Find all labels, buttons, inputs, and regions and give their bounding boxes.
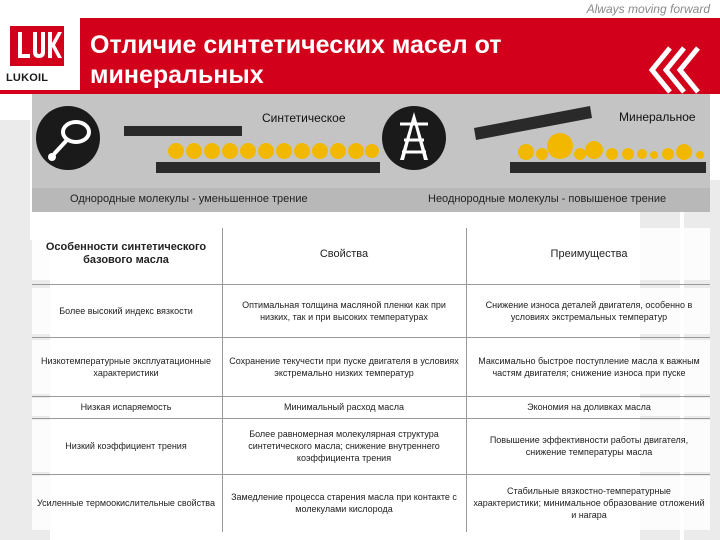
table-column-divider bbox=[222, 228, 223, 532]
property-cell: Оптимальная толщина масляной пленки как при низких, так и при высоких температурах bbox=[224, 288, 464, 334]
table-divider bbox=[32, 337, 710, 338]
synthetic-label: Синтетическое bbox=[262, 111, 346, 125]
table-header-row bbox=[32, 228, 710, 280]
feature-cell: Усиленные термоокислительные свойства bbox=[32, 476, 220, 530]
tagline: Always moving forward bbox=[586, 2, 710, 16]
table-column-divider bbox=[466, 228, 467, 532]
header-properties: Свойства bbox=[224, 228, 464, 280]
lukoil-logo bbox=[0, 0, 80, 90]
logo-text: LUKOIL bbox=[6, 72, 49, 84]
table-row bbox=[32, 398, 710, 416]
chevrons-logo-icon bbox=[646, 46, 706, 94]
property-cell: Минимальный расход масла bbox=[224, 398, 464, 416]
feature-cell: Низкая испаряемость bbox=[32, 398, 220, 416]
mineral-upper-surface bbox=[474, 106, 592, 140]
property-cell: Замедление процесса старения масла при контакте с молекулами кислорода bbox=[224, 476, 464, 530]
table-row bbox=[32, 476, 710, 530]
property-cell: Сохранение текучести при пуске двигателя в условиях экстремально низких температур bbox=[224, 340, 464, 394]
lukoil-emblem-icon bbox=[8, 24, 66, 68]
property-cell: Более равномерная молекулярная структура синтетического масла; снижение внутреннего коэффициента трения bbox=[224, 420, 464, 472]
advantage-cell: Снижение износа деталей двигателя, особенно в условиях экстремальных температур bbox=[468, 288, 710, 334]
table-row bbox=[32, 420, 710, 472]
mineral-caption: Неоднородные молекулы - повышеное трение bbox=[428, 193, 667, 205]
table-row bbox=[32, 340, 710, 394]
advantage-cell: Повышение эффективности работы двигателя, снижение температуры масла bbox=[468, 420, 710, 472]
feature-cell: Низкий коэффициент трения bbox=[32, 420, 220, 472]
synthetic-molecules bbox=[168, 143, 379, 159]
header-advantages: Преимущества bbox=[468, 228, 710, 280]
table-row bbox=[32, 288, 710, 334]
mineral-derrick-icon bbox=[382, 106, 446, 170]
table-divider bbox=[32, 396, 710, 397]
synthetic-flask-icon bbox=[36, 106, 100, 170]
feature-cell: Низкотемпературные эксплуатационные характеристики bbox=[32, 340, 220, 394]
feature-cell: Более высокий индекс вязкости bbox=[32, 288, 220, 334]
mineral-label: Минеральное bbox=[619, 110, 696, 124]
synthetic-lower-surface bbox=[156, 162, 380, 173]
mineral-lower-surface bbox=[510, 162, 706, 173]
table-divider bbox=[32, 284, 710, 285]
table-divider bbox=[32, 474, 710, 475]
advantage-cell: Стабильные вязкостно-температурные характеристики; минимальное образование отложений и нагара bbox=[468, 476, 710, 530]
synthetic-upper-surface bbox=[124, 126, 242, 136]
advantage-cell: Максимально быстрое поступление масла к важным частям двигателя; снижение износа при пуске bbox=[468, 340, 710, 394]
header-bar bbox=[0, 18, 720, 94]
advantage-cell: Экономия на доливках масла bbox=[468, 398, 710, 416]
mineral-molecules bbox=[518, 133, 704, 160]
page-title: Отличие синтетических масел от минеральных bbox=[90, 31, 502, 89]
molecule-diagram bbox=[32, 94, 710, 212]
synthetic-caption: Однородные молекулы - уменьшенное трение bbox=[70, 193, 308, 205]
header-features: Особенности синтетического базового масла bbox=[32, 228, 220, 280]
table-divider bbox=[32, 418, 710, 419]
